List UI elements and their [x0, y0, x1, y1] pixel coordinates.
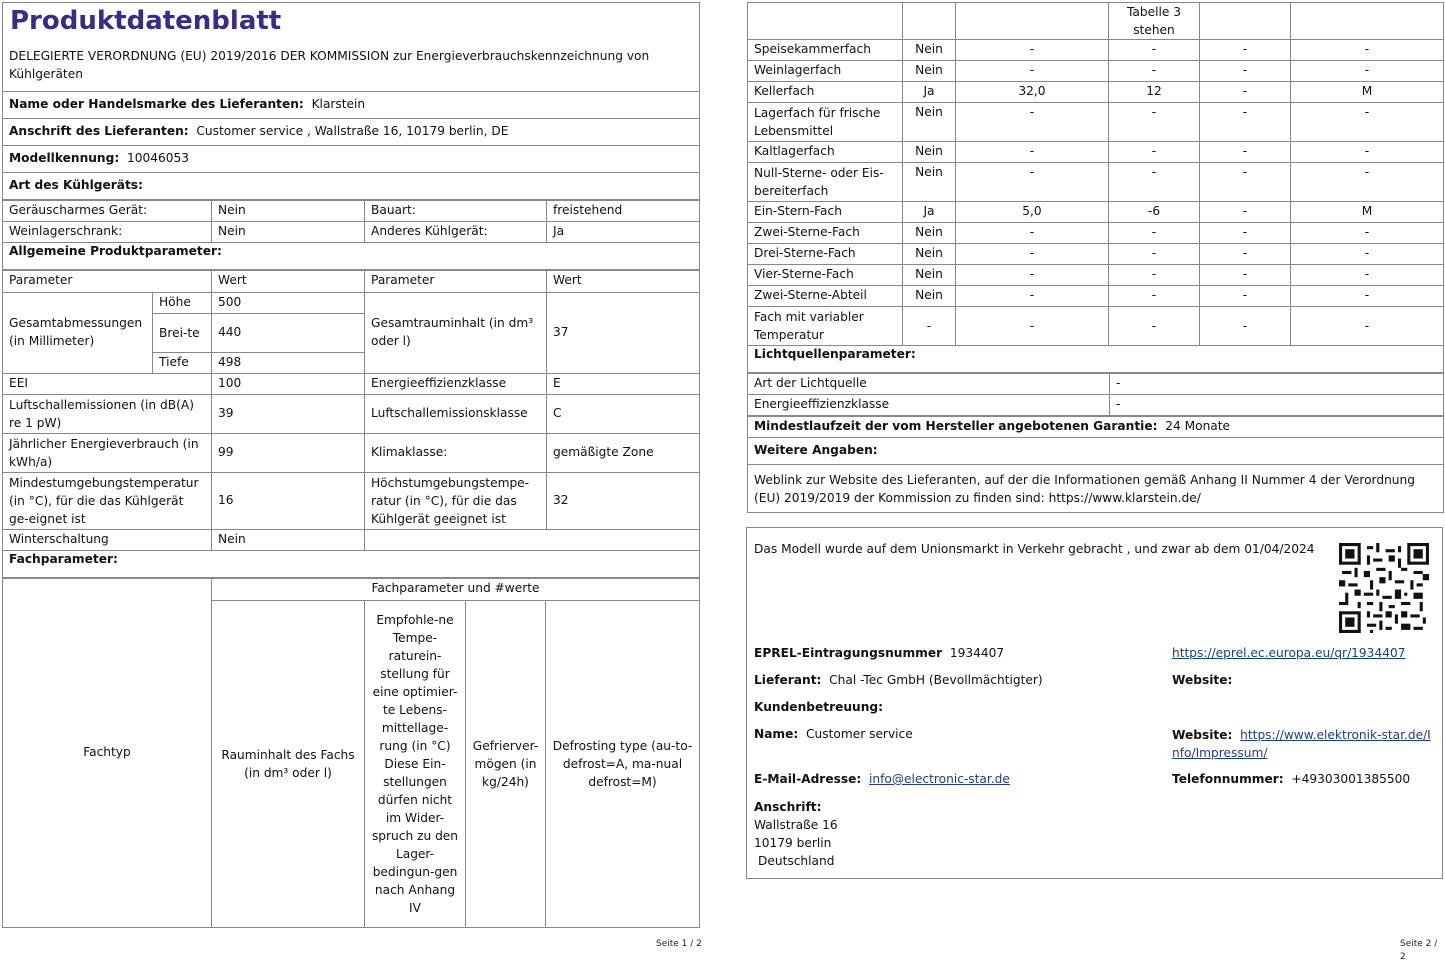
- fach-volume-header: Rauminhalt des Fachs (in dm³ oder l): [212, 600, 365, 927]
- address-value: Customer service , Wallstraße 16, 10179 berlin, DE: [196, 123, 509, 138]
- compartment-present: Nein: [903, 40, 956, 61]
- compartment-freeze: -: [1200, 82, 1291, 103]
- service-website-label: Website:: [1172, 728, 1233, 742]
- phone-label: Telefonnummer:: [1172, 772, 1284, 786]
- height-label: Höhe: [153, 292, 212, 313]
- eprel-value: 1934407: [949, 646, 1005, 660]
- model-value: 10046053: [126, 150, 189, 165]
- noise-class-value: C: [547, 394, 700, 433]
- eprel-row: [754, 645, 1004, 663]
- compartment-rows: [748, 40, 1444, 346]
- compartment-present: Nein: [903, 163, 956, 202]
- compartment-volume: -: [956, 265, 1109, 286]
- width-value: 440: [212, 313, 365, 352]
- type-table: [2, 200, 700, 270]
- depth-value: 498: [212, 352, 365, 373]
- empty-cell: [903, 3, 956, 40]
- compartment-row: [748, 307, 1444, 346]
- compartment-present: Nein: [903, 103, 956, 142]
- compartment-row: [748, 82, 1444, 103]
- supplier-value: Klarstein: [311, 96, 366, 111]
- compartment-defrost: -: [1291, 223, 1444, 244]
- compartment-row: [748, 40, 1444, 61]
- compartment-name: Vier-Sterne-Fach: [748, 265, 903, 286]
- compartment-row: [748, 223, 1444, 244]
- climate-label: Klimaklasse:: [365, 433, 547, 472]
- max-temp-value: 32: [547, 472, 700, 529]
- noise-class-label: Luftschallemissionsklasse: [365, 394, 547, 433]
- compartment-name: Kaltlagerfach: [748, 142, 903, 163]
- type-label: Anderes Kühlgerät:: [365, 221, 547, 242]
- more-heading: Weitere Angaben:: [748, 438, 1444, 465]
- light-table: [747, 373, 1444, 416]
- compartment-defrost: -: [1291, 142, 1444, 163]
- compartment-defrost: -: [1291, 286, 1444, 307]
- compartment-defrost: M: [1291, 202, 1444, 223]
- min-temp-value: 16: [212, 472, 365, 529]
- compartment-freeze: -: [1200, 163, 1291, 202]
- compartment-present: -: [903, 307, 956, 346]
- compartment-row: [748, 202, 1444, 223]
- compartment-row: [748, 163, 1444, 202]
- info-table: [747, 416, 1444, 513]
- fach-heading: Fachparameter:: [3, 550, 700, 577]
- address-label: Anschrift des Lieferanten:: [9, 123, 189, 138]
- compartment-row: [748, 103, 1444, 142]
- compartment-volume: -: [956, 286, 1109, 307]
- eprel-link[interactable]: https://eprel.ec.europa.eu/qr/1934407: [1172, 646, 1406, 660]
- supplier-label: Name oder Handelsmarke des Lieferanten:: [9, 96, 304, 111]
- compartment-name: Zwei-Sterne-Fach: [748, 223, 903, 244]
- compartment-row: [748, 286, 1444, 307]
- compartment-table: [747, 2, 1444, 373]
- market-text: Das Modell wurde auf dem Unionsmarkt in Verkehr gebracht , und zwar ab dem 01/04/2024: [754, 542, 1315, 556]
- compartment-freeze: -: [1200, 286, 1291, 307]
- compartment-volume: -: [956, 307, 1109, 346]
- light-type-value: -: [1110, 374, 1444, 395]
- compartment-volume: -: [956, 244, 1109, 265]
- compartment-present: Nein: [903, 265, 956, 286]
- compartment-defrost: -: [1291, 163, 1444, 202]
- vendor-website-label: Website:: [1172, 673, 1233, 687]
- type-label: Geräuscharmes Gerät:: [3, 200, 212, 221]
- compartment-freeze: -: [1200, 103, 1291, 142]
- compartment-present: Nein: [903, 142, 956, 163]
- weblink-text: Weblink zur Website des Lieferanten, auf der die Informationen gemäß Anhang II Nummer 4 der Verordnung (EU) 2019/2019 der Kommission zu finden sind: https://www.klarstein.de/: [748, 465, 1444, 513]
- email-link[interactable]: info@electronic-star.de: [868, 772, 1010, 786]
- dims-label: Gesamtabmessungen (in Millimeter): [3, 292, 153, 373]
- winter-label: Winterschaltung: [3, 529, 212, 550]
- compartment-present: Nein: [903, 244, 956, 265]
- eclass-value: E: [547, 373, 700, 394]
- compartment-name: Fach mit variabler Temperatur: [748, 307, 903, 346]
- compartment-volume: 32,0: [956, 82, 1109, 103]
- compartment-defrost: -: [1291, 265, 1444, 286]
- compartment-temp: -: [1109, 142, 1200, 163]
- min-temp-label: Mindestumgebungstemperatur (in °C), für die das Kühlgerät ge-eignet ist: [3, 472, 212, 529]
- energy-value: 99: [212, 433, 365, 472]
- service-name-label: Name:: [754, 727, 799, 741]
- compartment-temp: -: [1109, 40, 1200, 61]
- service-name-value: Customer service: [806, 727, 913, 741]
- compartment-temp: -6: [1109, 202, 1200, 223]
- col-header: Parameter: [3, 270, 212, 292]
- type-heading: Art des Kühlgeräts:: [3, 172, 700, 199]
- compartment-row: [748, 142, 1444, 163]
- empty-cell: [748, 3, 903, 40]
- col-header: Parameter: [365, 270, 547, 292]
- compartment-name: Lagerfach für frische Lebensmittel: [748, 103, 903, 142]
- fachtyp-header: Fachtyp: [3, 578, 212, 927]
- warranty-row: [748, 417, 1444, 438]
- compartment-temp: -: [1109, 307, 1200, 346]
- compartment-freeze: -: [1200, 244, 1291, 265]
- col-header: Wert: [547, 270, 700, 292]
- fach-temp-header: [365, 600, 466, 927]
- type-label: Bauart:: [365, 200, 547, 221]
- eprel-box: [746, 527, 1443, 879]
- compartment-defrost: -: [1291, 244, 1444, 265]
- light-heading: Lichtquellenparameter:: [748, 346, 1444, 373]
- service-address-line: 10179 berlin: [754, 836, 832, 850]
- model-row: [3, 145, 700, 172]
- continued-header: Tabelle 3 stehen: [1109, 3, 1200, 40]
- compartment-defrost: -: [1291, 307, 1444, 346]
- page-2: [747, 2, 1443, 513]
- compartment-temp: -: [1109, 265, 1200, 286]
- service-name-row: [754, 726, 913, 744]
- compartment-present: Nein: [903, 61, 956, 82]
- eei-value: 100: [212, 373, 365, 394]
- fach-group-header: Fachparameter und #werte: [212, 578, 700, 600]
- vendor-row: [754, 672, 1043, 690]
- climate-value: gemäßigte Zone: [547, 433, 700, 472]
- compartment-present: Ja: [903, 202, 956, 223]
- winter-value: Nein: [212, 529, 365, 550]
- eei-label: EEI: [3, 373, 212, 394]
- email-label: E-Mail-Adresse:: [754, 772, 862, 786]
- page-number: Seite 1 / 2: [656, 939, 702, 949]
- phone-value: +49303001385500: [1291, 772, 1411, 786]
- compartment-name: Speisekammerfach: [748, 40, 903, 61]
- compartment-temp: -: [1109, 61, 1200, 82]
- compartment-freeze: -: [1200, 202, 1291, 223]
- fach-temp-header-b: Diese Ein-stellungen dürfen nicht im Wider-spruch zu den Lager-bedingun-gen nach Anhang IV: [371, 756, 459, 915]
- volume-value: 37: [547, 292, 700, 373]
- service-website-link[interactable]: https://www.elektronik-star.de/Info/Impressum/: [1172, 728, 1431, 760]
- compartment-present: Ja: [903, 82, 956, 103]
- type-value: Nein: [212, 200, 365, 221]
- compartment-freeze: -: [1200, 61, 1291, 82]
- qr-code-icon: [1339, 543, 1429, 633]
- compartment-name: Weinlagerfach: [748, 61, 903, 82]
- height-value: 500: [212, 292, 365, 313]
- fach-temp-header-a: Empfohle-ne Tempe-raturein-stellung für eine optimier-te Lebens-mittellage-rung (in °C): [372, 612, 458, 753]
- compartment-volume: -: [956, 103, 1109, 142]
- max-temp-label: Höchstumgebungstempe-ratur (in °C), für die das Kühlgerät geeignet ist: [365, 472, 547, 529]
- vendor-value: Chal -Tec GmbH (Bevollmächtigter): [829, 673, 1043, 687]
- eprel-label: EPREL-Eintragungsnummer: [754, 646, 943, 660]
- vendor-label: Lieferant:: [754, 673, 822, 687]
- compartment-temp: -: [1109, 103, 1200, 142]
- compartment-defrost: -: [1291, 40, 1444, 61]
- phone-row: [1172, 771, 1410, 789]
- service-website-row: [1172, 726, 1434, 762]
- depth-label: Tiefe: [153, 352, 212, 373]
- compartment-name: Ein-Stern-Fach: [748, 202, 903, 223]
- compartment-temp: -: [1109, 244, 1200, 265]
- compartment-freeze: -: [1200, 223, 1291, 244]
- compartment-present: Nein: [903, 223, 956, 244]
- compartment-row: [748, 61, 1444, 82]
- compartment-volume: -: [956, 61, 1109, 82]
- empty-cell: [956, 3, 1109, 40]
- fach-header-table: [2, 578, 700, 928]
- type-value: Ja: [547, 221, 700, 242]
- compartment-name: Kellerfach: [748, 82, 903, 103]
- service-address: [754, 798, 838, 870]
- eclass-label: Energieeffizienzklasse: [365, 373, 547, 394]
- compartment-volume: -: [956, 223, 1109, 244]
- compartment-name: Drei-Sterne-Fach: [748, 244, 903, 265]
- header-table: [2, 2, 700, 200]
- warranty-label: Mindestlaufzeit der vom Hersteller angebotenen Garantie:: [754, 419, 1158, 434]
- general-table: [2, 270, 700, 578]
- empty-cell: [1291, 3, 1444, 40]
- volume-label: Gesamtrauminhalt (in dm³ oder l): [365, 292, 547, 373]
- warranty-value: 24 Monate: [1165, 419, 1231, 434]
- type-value: freistehend: [547, 200, 700, 221]
- compartment-row: [748, 244, 1444, 265]
- address-row: [3, 118, 700, 145]
- type-value: Nein: [212, 221, 365, 242]
- compartment-freeze: -: [1200, 142, 1291, 163]
- email-row: [754, 771, 1010, 789]
- compartment-volume: -: [956, 142, 1109, 163]
- light-eclass-value: -: [1110, 395, 1444, 416]
- light-type-label: Art der Lichtquelle: [748, 374, 1110, 395]
- compartment-name: Null-Sterne- oder Eis-bereiterfach: [748, 163, 903, 202]
- compartment-volume: -: [956, 40, 1109, 61]
- compartment-volume: -: [956, 163, 1109, 202]
- col-header: Wert: [212, 270, 365, 292]
- supplier-row: [3, 91, 700, 118]
- energy-label: Jährlicher Energieverbrauch (in kWh/a): [3, 433, 212, 472]
- document-title: Produktdatenblatt: [3, 3, 700, 40]
- service-heading: Kundenbetreuung:: [754, 700, 883, 714]
- empty-cell: [1200, 3, 1291, 40]
- compartment-temp: -: [1109, 223, 1200, 244]
- noise-value: 39: [212, 394, 365, 433]
- compartment-freeze: -: [1200, 265, 1291, 286]
- fach-freeze-header: Gefrierver-mögen (in kg/24h): [466, 600, 546, 927]
- compartment-freeze: -: [1200, 40, 1291, 61]
- compartment-name: Zwei-Sterne-Abteil: [748, 286, 903, 307]
- compartment-present: Nein: [903, 286, 956, 307]
- noise-label: Luftschallemissionen (in dB(A) re 1 pW): [3, 394, 212, 433]
- regulation-text: DELEGIERTE VERORDNUNG (EU) 2019/2016 DER KOMMISSION zur Energieverbrauchskennzeichnung von Kühlgeräten: [3, 39, 700, 91]
- page-1: [2, 2, 699, 928]
- compartment-volume: 5,0: [956, 202, 1109, 223]
- type-label: Weinlagerschrank:: [3, 221, 212, 242]
- compartment-defrost: -: [1291, 103, 1444, 142]
- compartment-temp: -: [1109, 163, 1200, 202]
- empty-cell: [365, 529, 700, 550]
- fach-defrost-header: Defrosting type (au-to-defrost=A, ma-nual defrost=M): [546, 600, 700, 927]
- compartment-temp: 12: [1109, 82, 1200, 103]
- compartment-row: [748, 265, 1444, 286]
- service-address-label: Anschrift:: [754, 800, 822, 814]
- service-address-line: Wallstraße 16: [754, 818, 838, 832]
- service-address-line: Deutschland: [758, 854, 835, 868]
- compartment-freeze: -: [1200, 307, 1291, 346]
- width-label: Brei-te: [153, 313, 212, 352]
- model-label: Modellkennung:: [9, 150, 120, 165]
- compartment-defrost: -: [1291, 61, 1444, 82]
- general-heading: Allgemeine Produktparameter:: [3, 242, 700, 269]
- page-number: Seite 2 / 2: [1400, 939, 1438, 963]
- light-eclass-label: Energieeffizienzklasse: [748, 395, 1110, 416]
- compartment-defrost: M: [1291, 82, 1444, 103]
- compartment-temp: -: [1109, 286, 1200, 307]
